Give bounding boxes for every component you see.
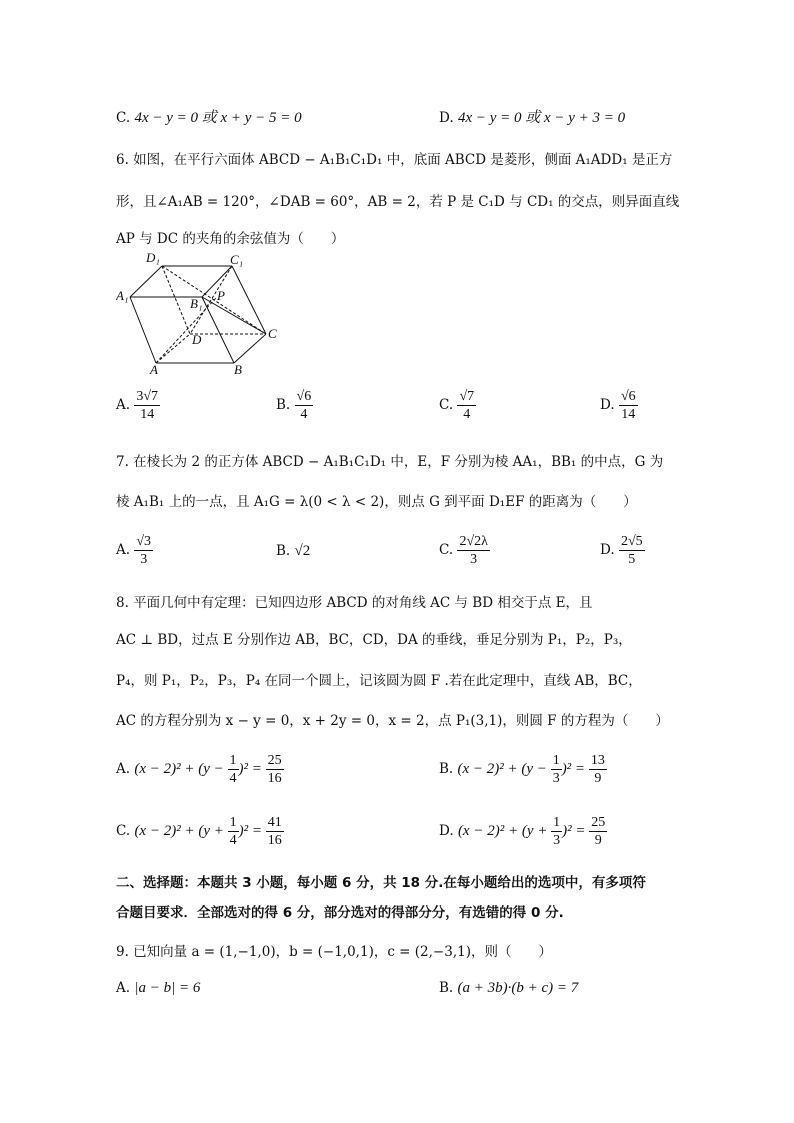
- q9-option-a: A. |a − b| = 6: [116, 980, 201, 996]
- label-b: B: [234, 362, 242, 377]
- q8-stem-line4: AC 的方程分别为 x − y = 0，x + 2y = 0，x = 2，点 P₁(3,1)，则圆 F 的方程为（ ）: [116, 713, 669, 729]
- edge-b1b: [202, 297, 234, 363]
- q5-option-d-text: 4x − y = 0 或 x − y + 3 = 0: [457, 110, 626, 126]
- q7-stem-line1: 7. 在棱长为 2 的正方体 ABCD − A₁B₁C₁D₁ 中，E，F 分别为棱 AA₁，BB₁ 的中点，G 为: [116, 454, 664, 470]
- label-p: P: [217, 288, 225, 303]
- q7-stem-line2: 棱 A₁B₁ 上的一点，且 A₁G = λ(0 < λ < 2)，则点 G 到平面 D₁EF 的距离为（ ）: [116, 494, 637, 510]
- q7-option-a-fraction: $\frac{√3}{3}$: [136, 534, 152, 567]
- parallelepiped-figure: [116, 250, 286, 378]
- q7-option-b: B. √2: [276, 543, 311, 559]
- q5-option-c-text: 4x − y = 0 或 x + y − 5 = 0: [134, 110, 302, 126]
- q6-option-a: A. $\frac{3√7}{14}$: [116, 389, 159, 422]
- q9-option-b: B. (a + 3b)·(b + c) = 7: [439, 980, 579, 996]
- label-a1: A₁: [116, 288, 129, 303]
- q5-option-d: D. 4x − y = 0 或 x − y + 3 = 0: [439, 110, 626, 126]
- q7-option-a: A. $\frac{√3}{3}$: [116, 534, 152, 567]
- q8-option-c: C. (x − 2)² + (y + $\frac{1}{4}$ )² = $\frac{41}{16}$: [116, 815, 282, 848]
- q8-option-a: A. (x − 2)² + (y − $\frac{1}{4}$ )² = $\frac{25}{16}$: [116, 753, 282, 786]
- q6-stem-line2: 形，且∠A₁AB = 120°，∠DAB = 60°，AB = 2，若 P 是 C₁D 与 CD₁ 的交点，则异面直线: [116, 194, 680, 210]
- section2-heading-line1: 二、选择题：本题共 3 小题，每小题 6 分，共 18 分.在每小题给出的选项中，有多项符: [116, 875, 646, 891]
- q6-option-d: D. $\frac{√6}{14}$: [600, 389, 636, 422]
- q8-option-b: B. (x − 2)² + (y − $\frac{1}{3}$ )² = $\frac{13}{9}$: [439, 753, 605, 786]
- q7-option-d: D. $\frac{2√5}{5}$: [600, 534, 643, 567]
- q8-option-d: D. (x − 2)² + (y + $\frac{1}{3}$ )² = $\frac{25}{9}$: [439, 815, 606, 848]
- q6-option-c-fraction: $\frac{√7}{4}$: [459, 389, 475, 422]
- edge-d1d: [162, 266, 190, 334]
- q6-option-a-fraction: $\frac{3√7}{14}$: [136, 389, 159, 422]
- q8-stem-line2: AC ⊥ BD，过点 E 分别作边 AB，BC，CD，DA 的垂线，垂足分别为 P₁，P₂，P₃，: [116, 632, 632, 648]
- q6-option-b-fraction: $\frac{√6}{4}$: [296, 389, 312, 422]
- q8-stem-line3: P₄，则 P₁，P₂，P₃，P₄ 在同一个圆上，记该圆为圆 F .若在此定理中，直线 AB，BC，: [116, 673, 642, 689]
- q7-option-c: C. $\frac{2√2\lambda}{3}$: [439, 534, 488, 567]
- label-d1: D₁: [146, 250, 160, 265]
- label-a: A: [150, 362, 158, 377]
- q6-stem-line3: AP 与 DC 的夹角的余弦值为（ ）: [116, 231, 345, 247]
- edge-bc: [234, 334, 266, 363]
- label-c1: C₁: [230, 252, 244, 267]
- q6-option-d-fraction: $\frac{√6}{14}$: [620, 389, 636, 422]
- q6-stem-line1: 6. 如图，在平行六面体 ABCD − A₁B₁C₁D₁ 中，底面 ABCD 是菱形，侧面 A₁ADD₁ 是正方: [116, 152, 673, 168]
- label-d: D: [192, 332, 202, 347]
- seg-ap: [156, 298, 216, 363]
- edge-a1d1: [130, 266, 162, 297]
- q7-option-c-fraction: $\frac{2√2\lambda}{3}$: [459, 534, 488, 567]
- q5-option-c: C. 4x − y = 0 或 x + y − 5 = 0: [116, 110, 302, 126]
- q6-option-c: C. $\frac{√7}{4}$: [439, 389, 475, 422]
- q7-option-d-fraction: $\frac{2√5}{5}$: [620, 534, 643, 567]
- label-c: C: [268, 326, 277, 341]
- q8-stem-line1: 8. 平面几何中有定理：已知四边形 ABCD 的对角线 AC 与 BD 相交于点 E，且: [116, 595, 593, 611]
- section2-heading-line2: 合题目要求．全部选对的得 6 分，部分选对的得部分分，有选错的得 0 分.: [116, 905, 564, 921]
- q9-stem: 9. 已知向量 a = (1,−1,0)，b = (−1,0,1)，c = (2,−3,1)，则（ ）: [116, 944, 552, 960]
- edge-ad: [156, 334, 190, 363]
- q6-option-b: B. $\frac{√6}{4}$: [276, 389, 312, 422]
- label-b1: B₁: [190, 296, 203, 311]
- edge-a1a: [130, 297, 156, 363]
